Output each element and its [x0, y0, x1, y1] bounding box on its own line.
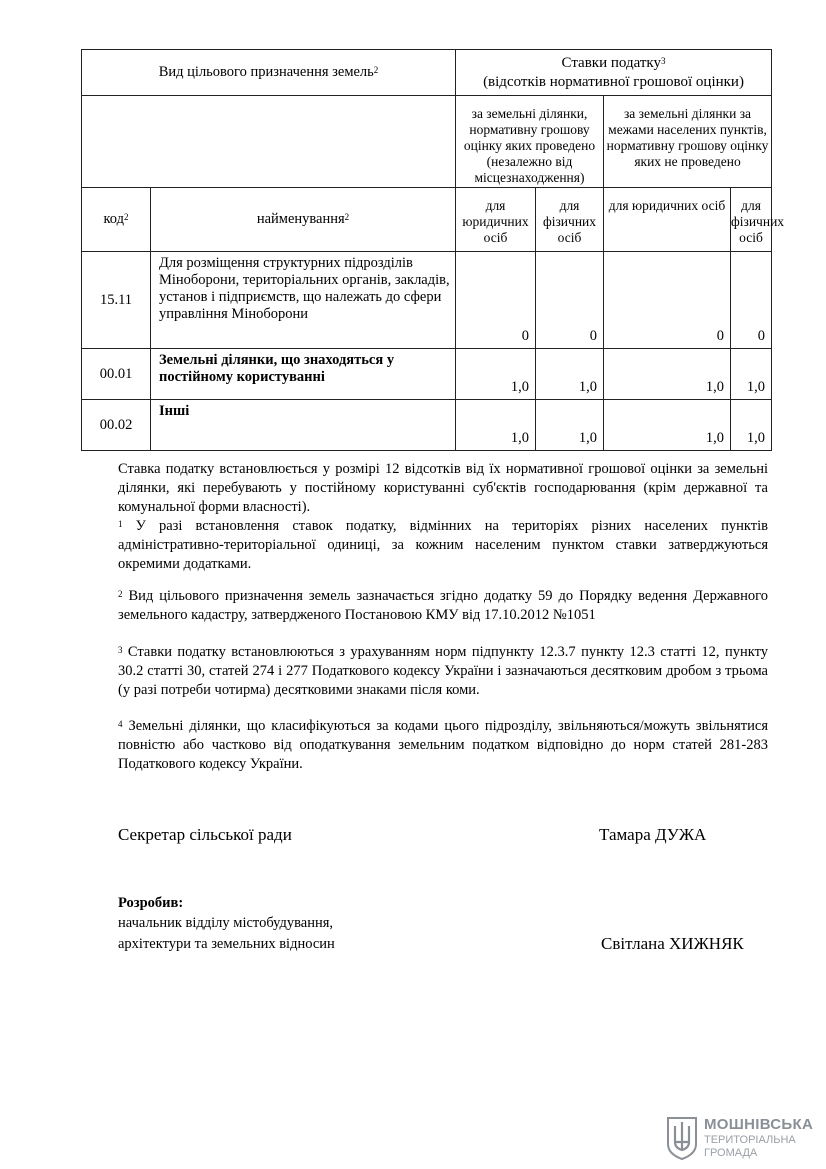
table-row [82, 400, 772, 451]
table-row [82, 252, 772, 349]
note-3 [118, 643, 768, 700]
land-type-sup: 2 [373, 65, 379, 75]
header-row-1 [82, 50, 772, 96]
trident-emblem-icon [666, 1116, 698, 1160]
group-not-assessed-header: за земельні ділянки за межами населених пунктів, нормативну грошову оцінку яких не проведено [604, 96, 772, 188]
physical-header-1: для фізичних осіб [536, 188, 604, 252]
land-type-header [82, 50, 456, 96]
note-intro [118, 460, 768, 574]
row-name: Земельні ділянки, що знаходяться у постійному користуванні [151, 349, 456, 400]
note-4-text: Земельні ділянки, що класифікуються за кодами цього підрозділу, звільняються/можуть звільнятися повністю або частково від оподаткування земельним податком відповідно до норм статей 281-283 Податкового кодексу України. [118, 718, 768, 772]
row-name: Інші [151, 400, 456, 451]
code-sup: 2 [124, 212, 129, 222]
row-value-physical-1: 1,0 [536, 400, 604, 451]
empty-header-cell [82, 96, 456, 188]
developer-title-1: начальник відділу містобудування, [118, 915, 334, 931]
tax-rates-table [81, 49, 785, 451]
table-row [82, 349, 772, 400]
logo-line-2: ТЕРИТОРІАЛЬНА [704, 1134, 796, 1146]
header-row-2 [82, 96, 772, 188]
row-value-legal-1: 0 [456, 252, 536, 349]
row-value-physical-2: 1,0 [731, 349, 772, 400]
name-header [151, 188, 456, 252]
row-code: 00.02 [82, 400, 151, 451]
logo-line-3: ГРОМАДА [704, 1147, 758, 1159]
secretary-title: Секретар сільської ради [118, 825, 292, 844]
row-value-physical-2: 0 [731, 252, 772, 349]
logo-line-1: МОШНІВСЬКА [704, 1116, 814, 1133]
note-2 [118, 587, 768, 625]
code-header [82, 188, 151, 252]
rates-header [456, 50, 772, 96]
row-value-legal-1: 1,0 [456, 400, 536, 451]
legal-header-1: для юридичних осіб [456, 188, 536, 252]
note-3-text: Ставки податку встановлюються з урахуванням норм підпункту 12.3.7 пункту 12.3 статті 12, пункту 30.2 статті 30, статей 274 і 277 Податкового кодексу України і зазначаються десятковим дробом з трьома (у разі потреби чотирма) десятковими знаками після коми. [118, 644, 768, 698]
secretary-name: Тамара ДУЖА [599, 825, 707, 844]
note-1-mark: 1 [118, 519, 123, 529]
row-code: 00.01 [82, 349, 151, 400]
rates-sup: 3 [661, 55, 666, 66]
row-code: 15.11 [82, 252, 151, 349]
legal-header-2: для юридичних осіб [604, 188, 731, 252]
developed-label: Розробив: [118, 895, 184, 911]
developer-name: Світлана ХИЖНЯК [601, 934, 744, 953]
row-value-legal-2: 1,0 [604, 400, 731, 451]
row-value-physical-1: 1,0 [536, 349, 604, 400]
rates-title: Ставки податку [561, 54, 661, 71]
note-1-text: У разі встановлення ставок податку, відмінних на територіях різних населених пунктів адміністративно-територіальної одиниці, за кожним населеним пунктом ставки затверджуються окремими додатками. [118, 518, 768, 572]
row-value-legal-1: 1,0 [456, 349, 536, 400]
row-value-physical-2: 1,0 [731, 400, 772, 451]
group-assessed-header: за земельні ділянки, нормативну грошову оцінку яких проведено (незалежно від місцезнаходження) [456, 96, 604, 188]
developer-title-2: архітектури та земельних відносин [118, 936, 335, 952]
note-2-mark: 2 [118, 589, 123, 599]
row-value-physical-1: 0 [536, 252, 604, 349]
rates-subtitle: (відсотків нормативної грошової оцінки) [483, 73, 744, 90]
header-row-3 [82, 188, 772, 252]
code-label: код [103, 211, 125, 227]
row-value-legal-2: 1,0 [604, 349, 731, 400]
land-type-label: Вид цільового призначення земель [158, 64, 374, 80]
note-4 [118, 717, 768, 774]
community-logo [666, 1116, 814, 1162]
name-sup: 2 [344, 212, 350, 222]
row-value-legal-2: 0 [604, 252, 731, 349]
name-label: найменування [256, 211, 345, 227]
physical-header-2: для фізичних осіб [731, 188, 772, 252]
note-4-mark: 4 [118, 719, 123, 729]
note-intro-text: Ставка податку встановлюється у розмірі 12 відсотків від їх нормативної грошової оцінки за земельні ділянки, які перебувають у постійному користуванні суб'єктів господарювання (крім державної та комунальної форми власності). [118, 461, 768, 515]
row-name: Для розміщення структурних підрозділів Міноборони, територіальних органів, закладів, установ і підприємств, що належать до сфери управління Міноборони [151, 252, 456, 349]
note-3-mark: 3 [118, 645, 123, 655]
note-2-text: Вид цільового призначення земель зазначається згідно додатку 59 до Порядку ведення Державного земельного кадастру, затвердженого Постановою КМУ від 17.10.2012 №1051 [118, 588, 768, 623]
